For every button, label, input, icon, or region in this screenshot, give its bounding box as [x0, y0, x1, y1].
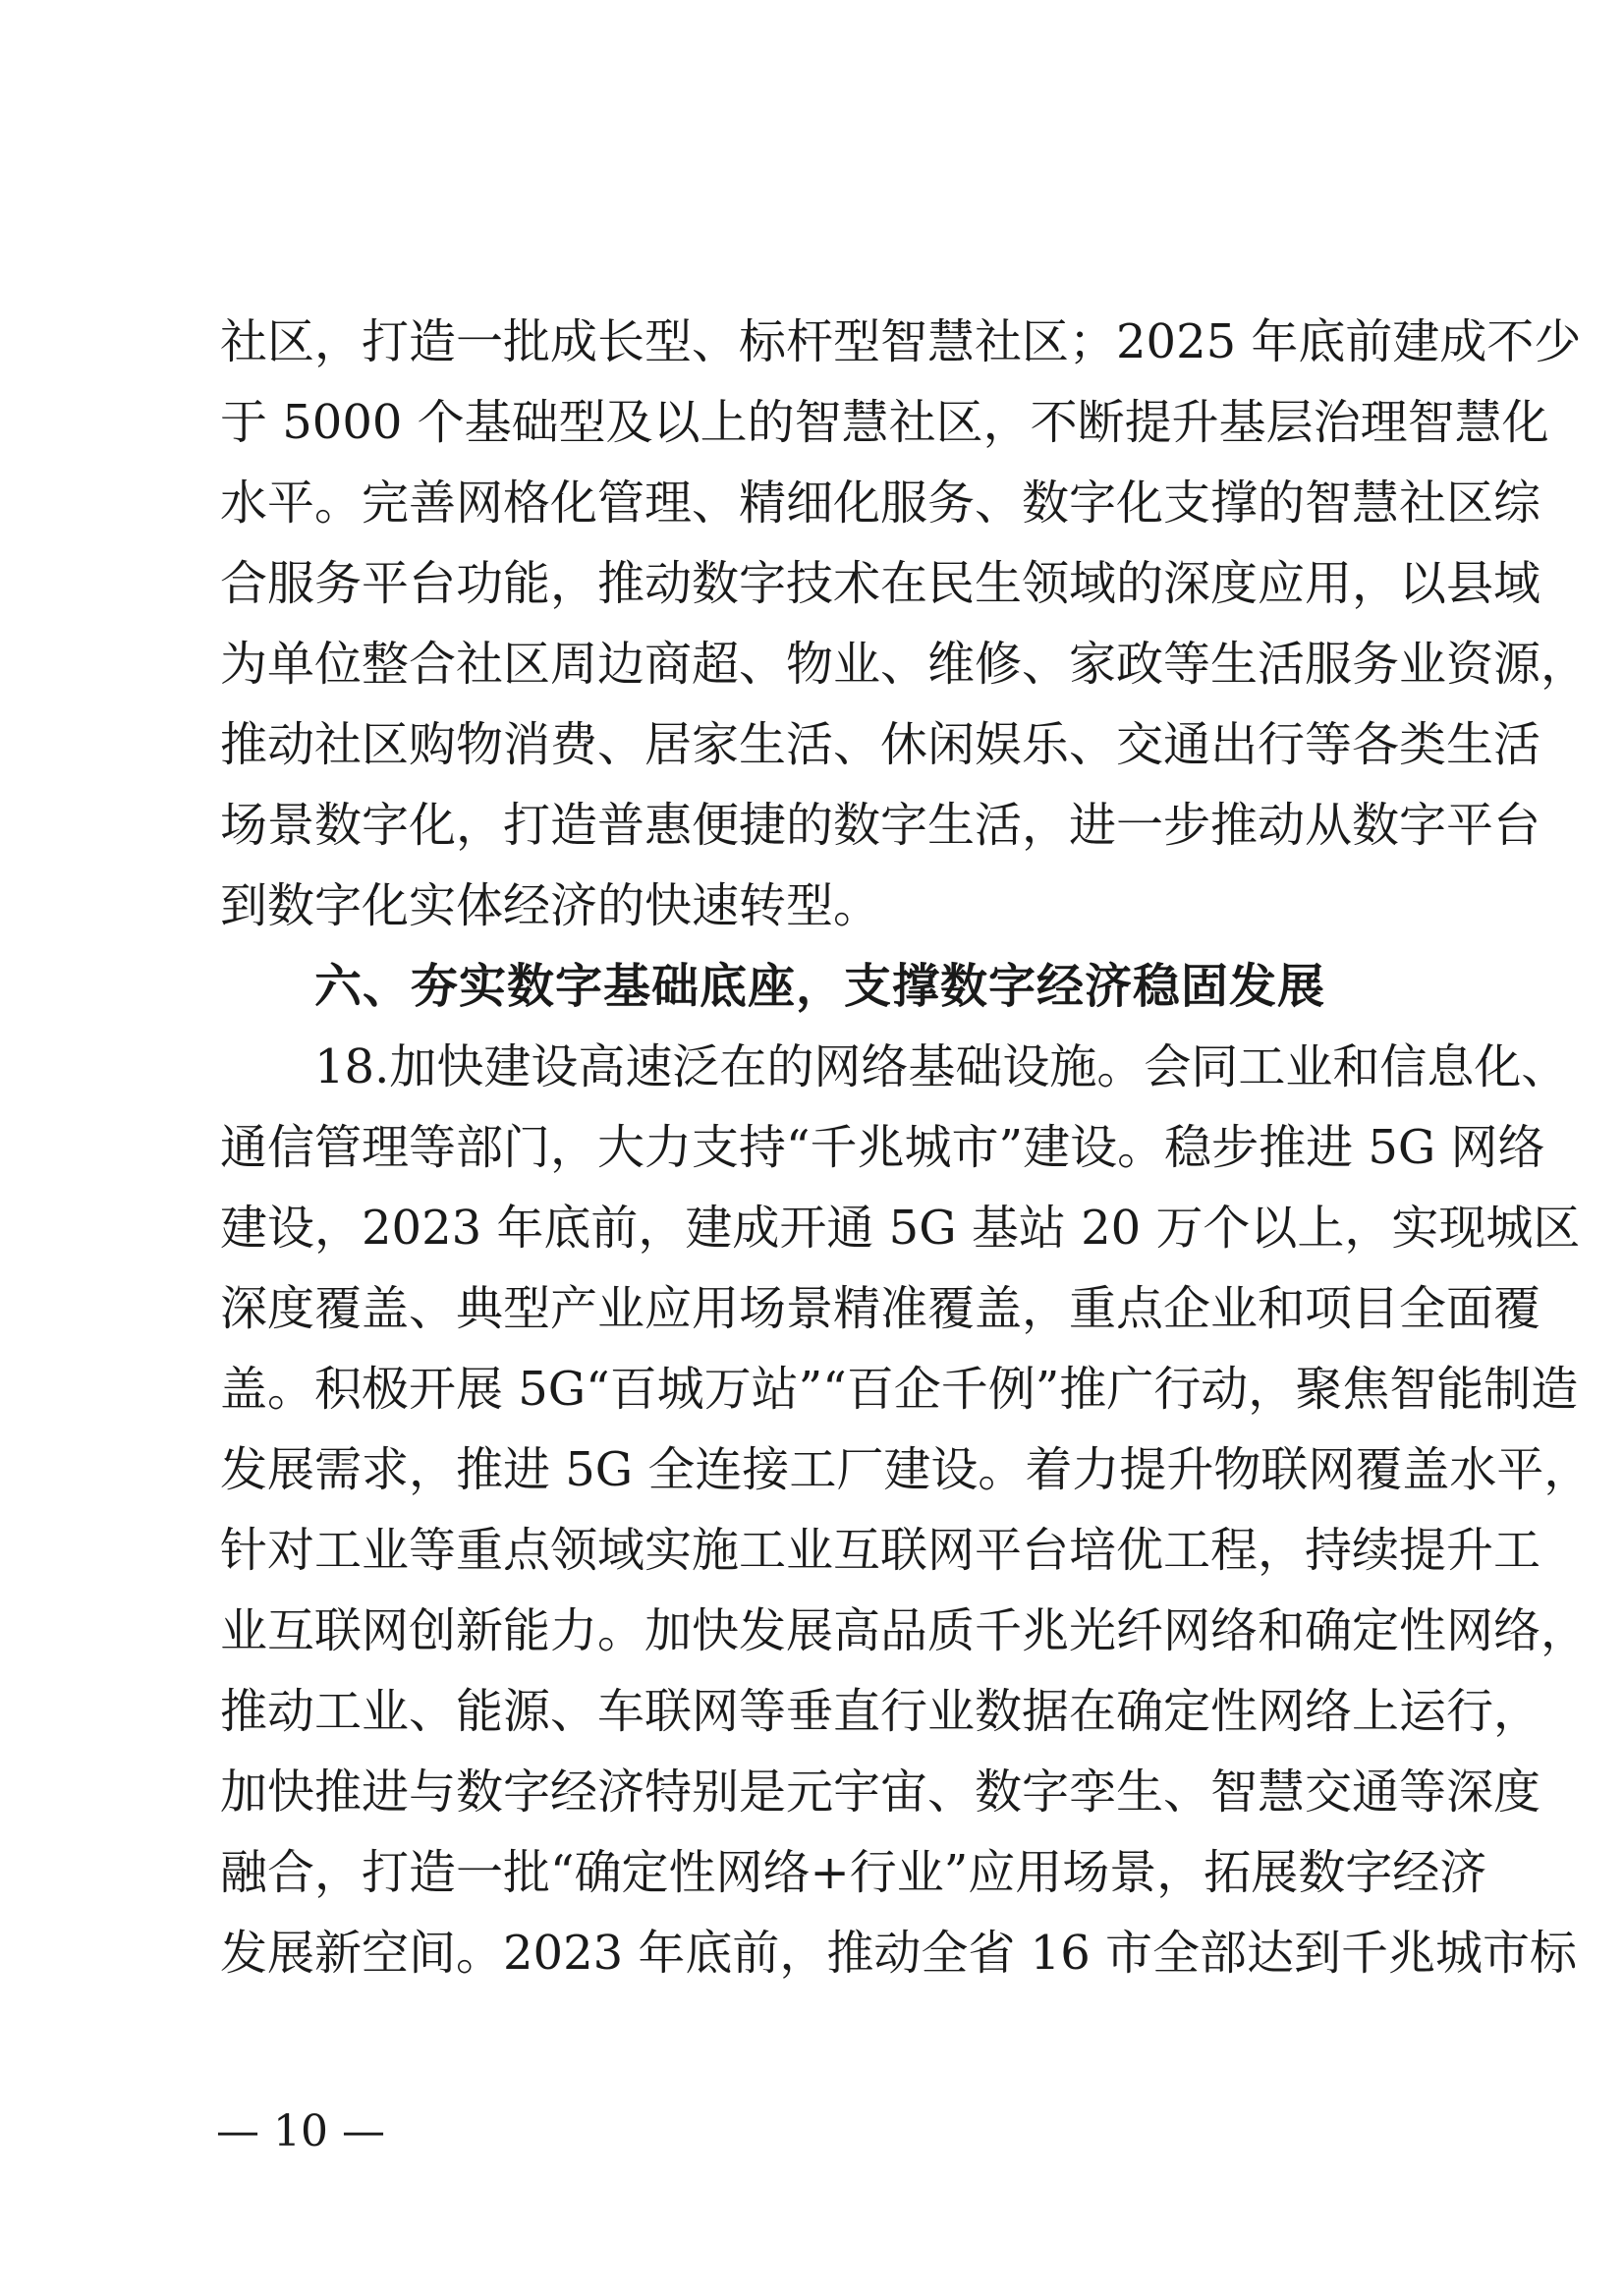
- section-heading: 六、夯实数字基础底座，支撑数字经济稳固发展: [314, 959, 1326, 1014]
- paragraph-18-line-7: 针对工业等重点领域实施工业互联网平台培优工程，持续提升工: [220, 1523, 1541, 1578]
- body-line-8: 到数字化实体经济的快速转型。: [220, 878, 881, 933]
- body-line-7: 场景数字化，打造普惠便捷的数字生活，进一步推动从数字平台: [220, 798, 1541, 853]
- paragraph-18-line-9: 推动工业、能源、车联网等垂直行业数据在确定性网络上运行，: [220, 1684, 1541, 1739]
- body-line-1: 社区，打造一批成长型、标杆型智慧社区；2025 年底前建成不少: [220, 314, 1582, 369]
- paragraph-18-line-10: 加快推进与数字经济特别是元宇宙、数字孪生、智慧交通等深度: [220, 1764, 1541, 1820]
- paragraph-18-line-5: 盖。积极开展 5G“百城万站”“百企千例”推广行动，聚焦智能制造: [220, 1362, 1579, 1417]
- body-line-6: 推动社区购物消费、居家生活、休闲娱乐、交通出行等各类生活: [220, 717, 1541, 772]
- paragraph-18-line-2: 通信管理等部门，大力支持“千兆城市”建设。稳步推进 5G 网络: [220, 1120, 1545, 1175]
- body-line-3: 水平。完善网格化管理、精细化服务、数字化支撑的智慧社区综: [220, 476, 1541, 531]
- body-line-2: 于 5000 个基础型及以上的智慧社区，不断提升基层治理智慧化: [220, 395, 1549, 450]
- body-line-4: 合服务平台功能，推动数字技术在民生领域的深度应用，以县域: [220, 556, 1541, 611]
- paragraph-18-line-6: 发展需求，推进 5G 全连接工厂建设。着力提升物联网覆盖水平，: [220, 1442, 1592, 1497]
- paragraph-18-line-12: 发展新空间。2023 年底前，推动全省 16 市全部达到千兆城市标: [220, 1926, 1578, 1981]
- paragraph-18-line-4: 深度覆盖、典型产业应用场景精准覆盖，重点企业和项目全面覆: [220, 1281, 1541, 1336]
- paragraph-18-line-1: 18.加快建设高速泛在的网络基础设施。会同工业和信息化、: [314, 1039, 1569, 1094]
- paragraph-18-line-8: 业互联网创新能力。加快发展高品质千兆光纤网络和确定性网络，: [220, 1603, 1589, 1658]
- page-number: — 10 —: [216, 2106, 385, 2156]
- body-line-5: 为单位整合社区周边商超、物业、维修、家政等生活服务业资源，: [220, 637, 1589, 692]
- paragraph-18-line-3: 建设，2023 年底前，建成开通 5G 基站 20 万个以上，实现城区: [220, 1201, 1581, 1256]
- paragraph-18-line-11: 融合，打造一批“确定性网络+行业”应用场景，拓展数字经济: [220, 1845, 1487, 1900]
